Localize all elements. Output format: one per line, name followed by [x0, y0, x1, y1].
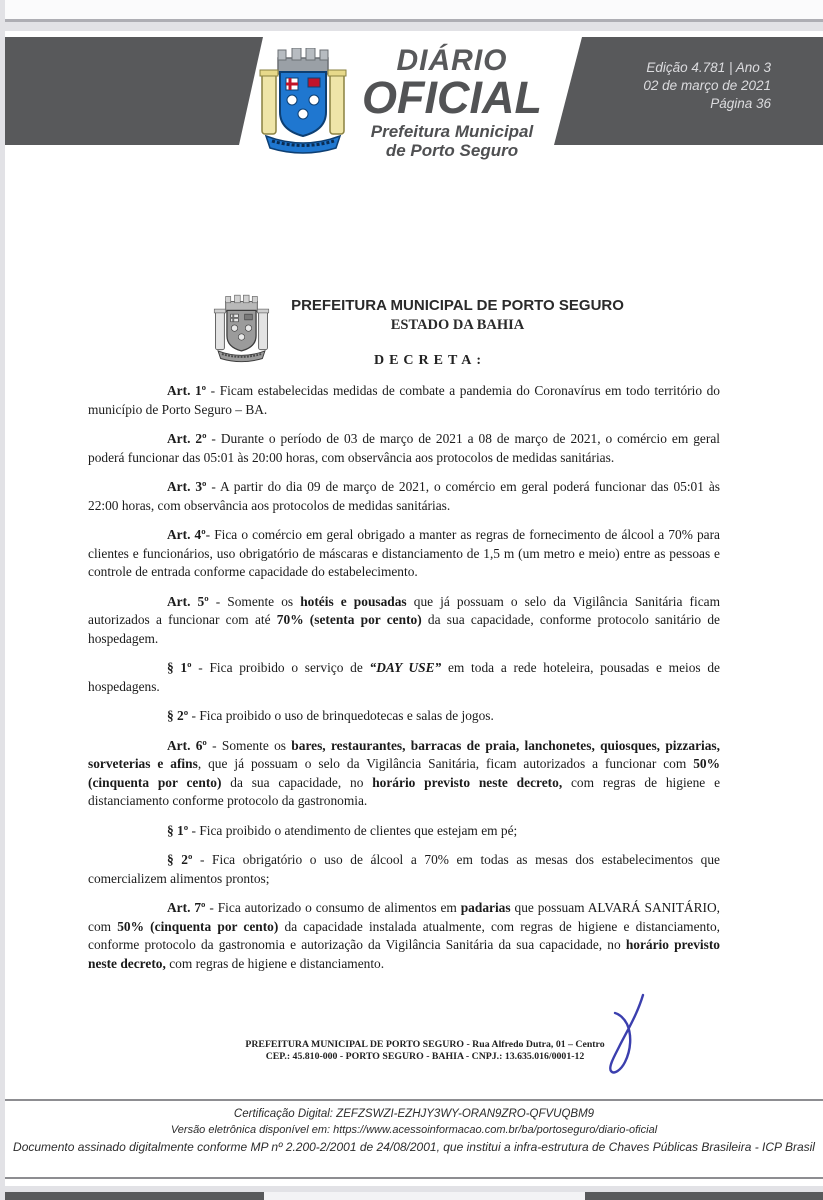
decree-paragraph	[88, 430, 720, 467]
gazette-header	[5, 37, 823, 160]
decree-text-run: - Fica autorizado o consumo de alimentos em	[205, 900, 461, 915]
certification-line: Documento assinado digitalmente conforme MP nº 2.200-2/2001 de 24/08/2001, que institui a infra-estrutura de Chaves Públicas Brasileira - ICP Brasil	[13, 1140, 815, 1154]
certification-box	[5, 1099, 823, 1179]
decree-text-run: - Fica proibido o uso de brinquedotecas e salas de jogos.	[188, 708, 494, 723]
decree-paragraph	[88, 593, 720, 649]
decree-paragraph	[88, 737, 720, 811]
decree-paragraph	[88, 822, 720, 841]
decree-text-run: 50% (cinquenta por cento)	[117, 918, 279, 934]
next-page-center	[264, 1192, 585, 1200]
decree-text-run: horário previsto neste decreto,	[372, 774, 563, 790]
decree-heading: DECRETA:	[373, 353, 487, 368]
decree-text-run: com regras de higiene e distanciamento.	[165, 955, 385, 971]
decree-text-run: “DAY USE”	[369, 660, 442, 675]
decree-text-run: em toda a rede hoteleira, pousadas e meios de hospedagens.	[88, 660, 720, 694]
org-name: PREFEITURA MUNICIPAL DE PORTO SEGURO	[291, 297, 624, 314]
decree-text-run: com regras de higiene e distanciamento conforme protocolo da gastronomia.	[88, 774, 721, 808]
decree-paragraph	[88, 382, 720, 419]
decree-paragraph	[88, 659, 720, 696]
edition-number: Edição 4.781 | Ano 3	[646, 60, 771, 75]
decree-text-run: Art. 2º	[167, 431, 207, 446]
decree-text-run: § 2º	[167, 852, 193, 867]
edition-date: 02 de março de 2021	[643, 78, 771, 93]
certification-line: Versão eletrônica disponível em: https://www.acessoinformacao.com.br/ba/portoseguro/diario-oficial	[170, 1124, 658, 1136]
logo-subtitle-line2: de Porto Seguro	[385, 141, 519, 160]
certification-line: Certificação Digital: ZEFZSWZI-EZHJY3WY-ORAN9ZRO-QFVUQBM9	[233, 1108, 595, 1120]
decree-text-run: Art. 4º	[167, 527, 206, 542]
org-state: ESTADO DA BAHIA	[390, 317, 525, 333]
address-footer	[120, 1039, 730, 1062]
decree-paragraph	[88, 851, 720, 888]
decree-text-run: da sua capacidade, conforme protocolo sanitário de hospedagem.	[88, 612, 720, 646]
decree-paragraph	[88, 526, 720, 582]
logo-title-line1: DIÁRIO	[396, 44, 508, 77]
decree-text-run: § 2º	[167, 708, 189, 723]
decree-text-run: - Fica obrigatório o uso de álcool a 70% em todas as mesas dos estabelecimentos que comercializem alimentos prontos;	[88, 852, 720, 886]
gazette-page	[5, 31, 823, 1186]
decree-text-run: - Somente os	[206, 737, 292, 753]
decree-paragraph	[88, 899, 720, 973]
decree-text-run: - Ficam estabelecidas medidas de combate a pandemia do Coronavírus em todo território do município de Porto Seguro – BA.	[88, 383, 720, 417]
decree-text-run: padarias	[460, 900, 511, 915]
decree-text-run: - Fica o comércio em geral obrigado a manter as regras de fornecimento de álcool a 70% para clientes e funcionários, uso obrigatório de máscaras e distanciamento de 1,5 m (um metro e meio) entre as pessoas e controle de entrada conforme capacidade do estabelecimento.	[88, 527, 720, 579]
previous-page-edge	[5, 0, 823, 22]
decree-text-run: Art. 7º	[167, 900, 206, 915]
decree-paragraphs	[88, 382, 720, 984]
decree-text-run: - A partir do dia 09 de março de 2021, o comércio em geral poderá funcionar das 05:01 às 22:00 horas, com observância aos protocolos de medidas sanitárias.	[88, 479, 720, 513]
decree-text-run: Art. 6º	[167, 737, 207, 753]
decree-text-run: da capacidade instalada atualmente, com regras de higiene e distanciamento, conforme protocolo da gastronomia e autorização da Vigilância Sanitária da sua capacidade, no	[88, 918, 720, 952]
document-heading	[285, 297, 630, 334]
decree-text-run: - Fica proibido o atendimento de clientes que estejam em pé;	[188, 822, 518, 838]
edition-info	[643, 59, 771, 113]
decree-text-run: horário previsto neste decreto,	[88, 937, 720, 971]
municipal-crest-color-icon	[258, 48, 348, 158]
decree-text-run: , que já possuam o selo da Vigilância Sanitária, ficam autorizados a funcionar com	[197, 756, 694, 771]
decree-text-run: bares, restaurantes, barracas de praia, lanchonetes, quiosques, pizzarias, sorveterias e afins	[88, 737, 720, 771]
decree-text-run: que possuam ALVARÁ SANITÁRIO, com	[88, 900, 721, 934]
decree-text-run: hotéis e pousadas	[300, 593, 407, 609]
address-footer-line: CEP.: 45.810-000 - PORTO SEGURO - BAHIA - CNPJ.: 13.635.016/0001-12	[265, 1050, 585, 1062]
handwritten-signature	[597, 991, 659, 1081]
decree-text-run: Art. 3º	[167, 479, 207, 494]
decree-text-run: 50% (cinquenta por cento)	[88, 756, 720, 790]
decree-text-run: - Somente os	[208, 593, 301, 609]
next-page-left-band	[5, 1192, 264, 1200]
decree-text-run: § 1º	[167, 660, 192, 675]
decree-text-run: Art. 5º	[167, 593, 209, 609]
decree-text-run: que já possuam o selo da Vigilância Sanitária ficam autorizados a funcionar com até	[88, 593, 720, 627]
decree-paragraph	[88, 707, 720, 726]
gazette-logo	[343, 45, 561, 160]
next-page-right-band	[585, 1192, 823, 1200]
decree-text-run: - Durante o período de 03 de março de 2021 a 08 de março de 2021, o comércio em geral poderá funcionar das 05:01 às 20:00 horas, com observância aos protocolos de medidas sanitárias.	[88, 431, 720, 465]
decree-text-run: - Fica proibido o serviço de	[191, 660, 370, 675]
logo-title-line2: OFICIAL	[362, 72, 542, 123]
decree-text-run: Art. 1º	[167, 383, 207, 398]
decree-text-run: da sua capacidade, no	[221, 774, 373, 790]
address-footer-line: PREFEITURA MUNICIPAL DE PORTO SEGURO - Rua Alfredo Dutra, 01 – Centro	[245, 1039, 605, 1050]
edition-page-number: Página 36	[710, 96, 771, 111]
decree-text-run: § 1º	[167, 822, 189, 838]
decree-text-run: 70% (setenta por cento)	[276, 612, 422, 627]
next-page-edge	[0, 1192, 823, 1200]
logo-subtitle-line1: Prefeitura Municipal	[370, 122, 534, 141]
decree-paragraph	[88, 478, 720, 515]
